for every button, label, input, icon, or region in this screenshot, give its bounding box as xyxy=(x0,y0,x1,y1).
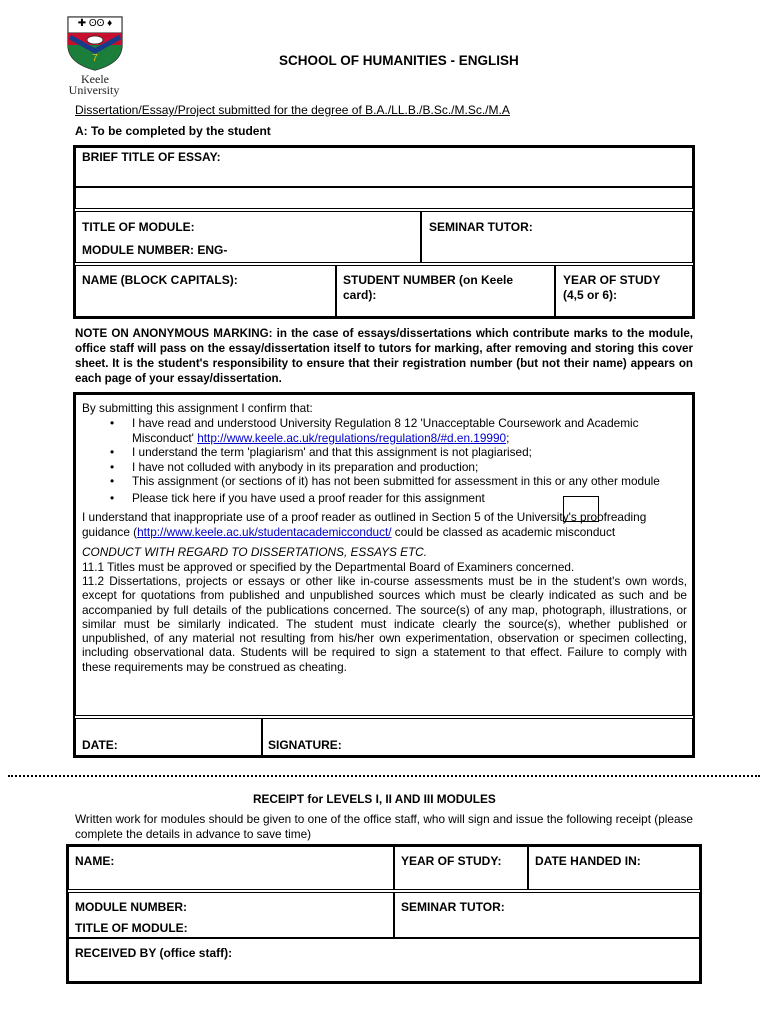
degree-line: Dissertation/Essay/Project submitted for the degree of B.A./LL.B./B.Sc./M.Sc./M.A xyxy=(75,103,510,117)
receipt-intro: Written work for modules should be given to one of the office staff, who will sign and issue the following receipt (please complete the details in advance to save time) xyxy=(75,812,693,841)
declaration-item-2 xyxy=(82,445,687,460)
name-label: NAME (BLOCK CAPITALS): xyxy=(82,273,238,287)
declaration-item-5-text: Please tick here if you have used a proof reader for this assignment xyxy=(132,490,485,505)
student-number-label-2: card): xyxy=(343,288,377,302)
cut-line xyxy=(8,775,760,777)
receipt-year-cell[interactable] xyxy=(394,846,528,890)
declaration-item-1: • I have read and understood University Regulation 8 12 'Unacceptable Coursework and Academic Misconduct' http://www.keele.ac.uk/regulations/regulation8/#d.en.19990; xyxy=(82,416,687,445)
declaration-item-3 xyxy=(82,460,687,475)
module-number-label: MODULE NUMBER: ENG- xyxy=(82,243,228,257)
signature-label: SIGNATURE: xyxy=(268,738,342,752)
proofreading-text-2: could be classed as academic misconduct xyxy=(391,524,616,539)
conduct-paragraph-11-2: 11.2 Dissertations, projects or essays or other like in-course assessments must be in the student's own words, except for quotations from published and unpublished sources which must be clearly indicated as such and be accompanied by full details of the publications concerned. The source(s) of any map, photograph, illustrations, or similar must be similarly indicated. The student must indicate clearly the source(s), whether published or unpublished, of any material not resulting from his/her own experimentation, observation or specimen collecting, including observational data. Students will be required to sign a statement to that effect. Failure to comply with these requirements may be construed as cheating. xyxy=(82,574,687,674)
seminar-tutor-label: SEMINAR TUTOR: xyxy=(429,220,533,234)
student-number-label-1: STUDENT NUMBER (on Keele xyxy=(343,273,514,287)
date-label: DATE: xyxy=(82,738,118,752)
regulation-link[interactable]: http://www.keele.ac.uk/regulations/regulation8/#d.en.19990 xyxy=(197,430,507,445)
brief-title-field[interactable] xyxy=(75,187,693,209)
declaration-item-3-text: I have not colluded with anybody in its preparation and production; xyxy=(132,459,479,474)
conduct-heading: CONDUCT WITH REGARD TO DISSERTATIONS, ESSAYS ETC. xyxy=(82,545,427,559)
receipt-tutor-label: SEMINAR TUTOR: xyxy=(401,900,505,914)
year-of-study-label-1: YEAR OF STUDY xyxy=(563,273,661,287)
declaration-list xyxy=(82,416,687,505)
university-logo xyxy=(60,15,130,95)
anonymous-marking-note: NOTE ON ANONYMOUS MARKING: in the case of essays/dissertations which contribute marks to the module, office staff will pass on the essay/dissertation itself to tutors for marking, after removing and storing this cover sheet. It is the student's responsibility to ensure that their registration number (but not their name) appears on each page of your essay/dissertation. xyxy=(75,327,693,385)
proofreading-link[interactable]: http://www.keele.ac.uk/studentacademicconduct/ xyxy=(137,524,392,539)
receipt-name-label: NAME: xyxy=(75,854,115,868)
logo-name-line1: Keele xyxy=(81,72,109,86)
declaration-item-4-text: This assignment (or sections of it) has not been submitted for assessment in this or any other module xyxy=(132,474,660,488)
logo-name-line2: University xyxy=(68,83,120,97)
section-a-label: A: To be completed by the student xyxy=(75,124,271,138)
conduct-paragraph-11-1: 11.1 Titles must be approved or specified by the Departmental Board of Examiners concerned. xyxy=(82,559,575,574)
declaration-item-4 xyxy=(82,474,687,489)
receipt-name-cell[interactable] xyxy=(68,846,394,890)
receipt-module-number-label: MODULE NUMBER: xyxy=(75,900,187,914)
declaration-intro: By submitting this assignment I confirm that: xyxy=(82,401,313,415)
receipt-tutor-cell[interactable] xyxy=(394,892,700,938)
page-title: SCHOOL OF HUMANITIES - ENGLISH xyxy=(279,53,519,68)
receipt-date-label: DATE HANDED IN: xyxy=(535,854,641,868)
receipt-year-label: YEAR OF STUDY: xyxy=(401,854,502,868)
receipt-heading: RECEIPT for LEVELS I, II AND III MODULES xyxy=(253,792,496,806)
declaration-item-1-text: I have read and understood University Regulation 8 12 'Unacceptable Coursework and Academic Misconduct' xyxy=(132,416,639,445)
declaration-item-2-text: I understand the term 'plagiarism' and that this assignment is not plagiarised; xyxy=(132,445,532,459)
year-of-study-label-2: (4,5 or 6): xyxy=(563,288,618,302)
crest-symbols: ✚ ʘʘ ♦ xyxy=(77,18,113,29)
title-of-module-label: TITLE OF MODULE: xyxy=(82,220,195,234)
brief-title-label: BRIEF TITLE OF ESSAY: xyxy=(82,150,221,164)
receipt-date-cell[interactable] xyxy=(528,846,700,890)
receipt-title-of-module-label: TITLE OF MODULE: xyxy=(75,921,188,935)
proof-reader-tickbox[interactable] xyxy=(563,496,599,522)
receipt-received-label: RECEIVED BY (office staff): xyxy=(75,946,233,960)
seminar-tutor-cell[interactable] xyxy=(421,211,693,263)
declaration-content xyxy=(82,401,687,674)
proofreading-text-1: I understand that inappropriate use of a proof reader as outlined in Section 5 of the University's proofreading guidance ( xyxy=(82,510,647,539)
crest-number: 7 xyxy=(92,53,98,64)
receipt-received-cell[interactable] xyxy=(68,938,700,982)
